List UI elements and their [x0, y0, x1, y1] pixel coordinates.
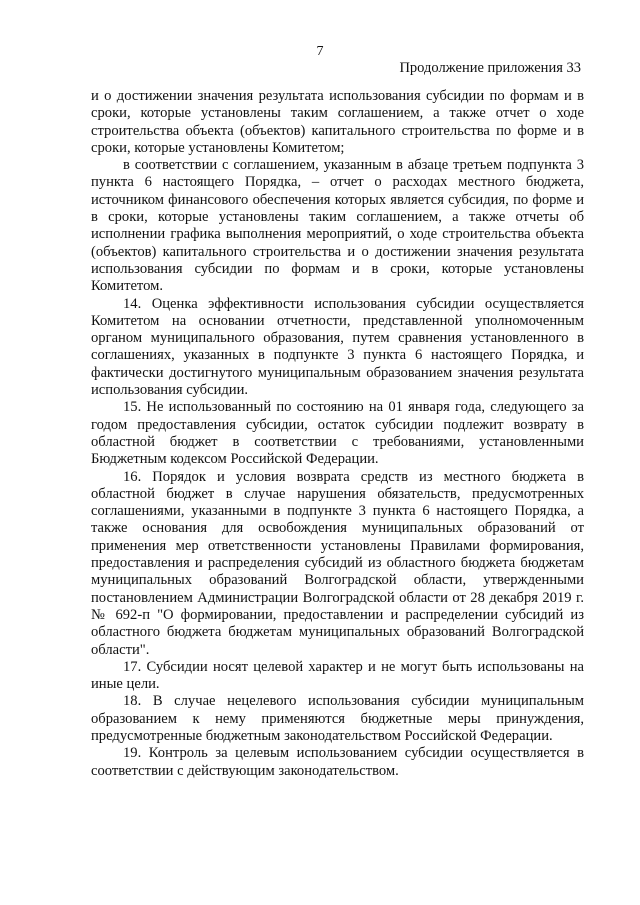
appendix-continuation-note: Продолжение приложения 33	[399, 60, 581, 76]
paragraph-14-efficiency-evaluation: 14. Оценка эффективности использования субсидии осуществляется Комитетом на основании отчетности, представленной уполномоченным органом муниципального образования, путем сравнения установленного в соглашениях, указанных в подпункте 3 пункта 6 настоящего Порядка, и фактически достигнутого муниципальным образованием значения результата использования субсидии.	[91, 295, 584, 399]
paragraph-19-control: 19. Контроль за целевым использованием субсидии осуществляется в соответствии с действующим законодательством.	[91, 745, 584, 779]
page-number: 7	[316, 44, 324, 59]
document-body	[91, 88, 584, 780]
paragraph-continuation: и о достижении значения результата использования субсидии по формам и в сроки, которые установлены таким соглашением, а также отчет о ходе строительства объекта (объектов) капитального строительства по форме и в сроки, которые установлены Комитетом;	[91, 88, 584, 156]
paragraph-16-refund-procedure: 16. Порядок и условия возврата средств из местного бюджета в областной бюджет в случае нарушения обязательств, предусмотренных соглашениями, указанными в подпункте 3 пункта 6 настоящего Порядка, а также основания для освобождения муниципальных образований от применения мер ответственности установлены Правилами формирования, предоставления и распределения субсидий из областного бюджета бюджетам муниципальных образований Волгоградской области, утвержденными постановлением Администрации Волгоградской области от 28 декабря 2019 г. № 692-п "О формировании, предоставлении и распределении субсидий из областного бюджета бюджетам муниципальных образований Волгоградской области".	[91, 468, 584, 658]
paragraph-18-misuse-measures: 18. В случае нецелевого использования субсидии муниципальным образованием к нему применяются бюджетные меры принуждения, предусмотренные бюджетным законодательством Российской Федерации.	[91, 693, 584, 744]
paragraph-17-targeted-use: 17. Субсидии носят целевой характер и не могут быть использованы на иные цели.	[91, 658, 584, 693]
paragraph-reporting-agreement: в соответствии с соглашением, указанным в абзаце третьем подпункта 3 пункта 6 настоящего Порядка, – отчет о расходах местного бюджета, источником финансового обеспечения которых является субсидия, по форме и в сроки, которые установлены таким соглашением, а также отчеты об исполнении графика выполнения мероприятий, о ходе строительства объекта (объектов) капитального строительства и о достижении значения результата использования субсидии по формам и в сроки, которые установлены Комитетом.	[91, 157, 584, 295]
paragraph-15-unused-balance: 15. Не использованный по состоянию на 01 января года, следующего за годом предоставления субсидии, остаток субсидии подлежит возврату в областной бюджет в соответствии с требованиями, установленными Бюджетным кодексом Российской Федерации.	[91, 399, 584, 468]
